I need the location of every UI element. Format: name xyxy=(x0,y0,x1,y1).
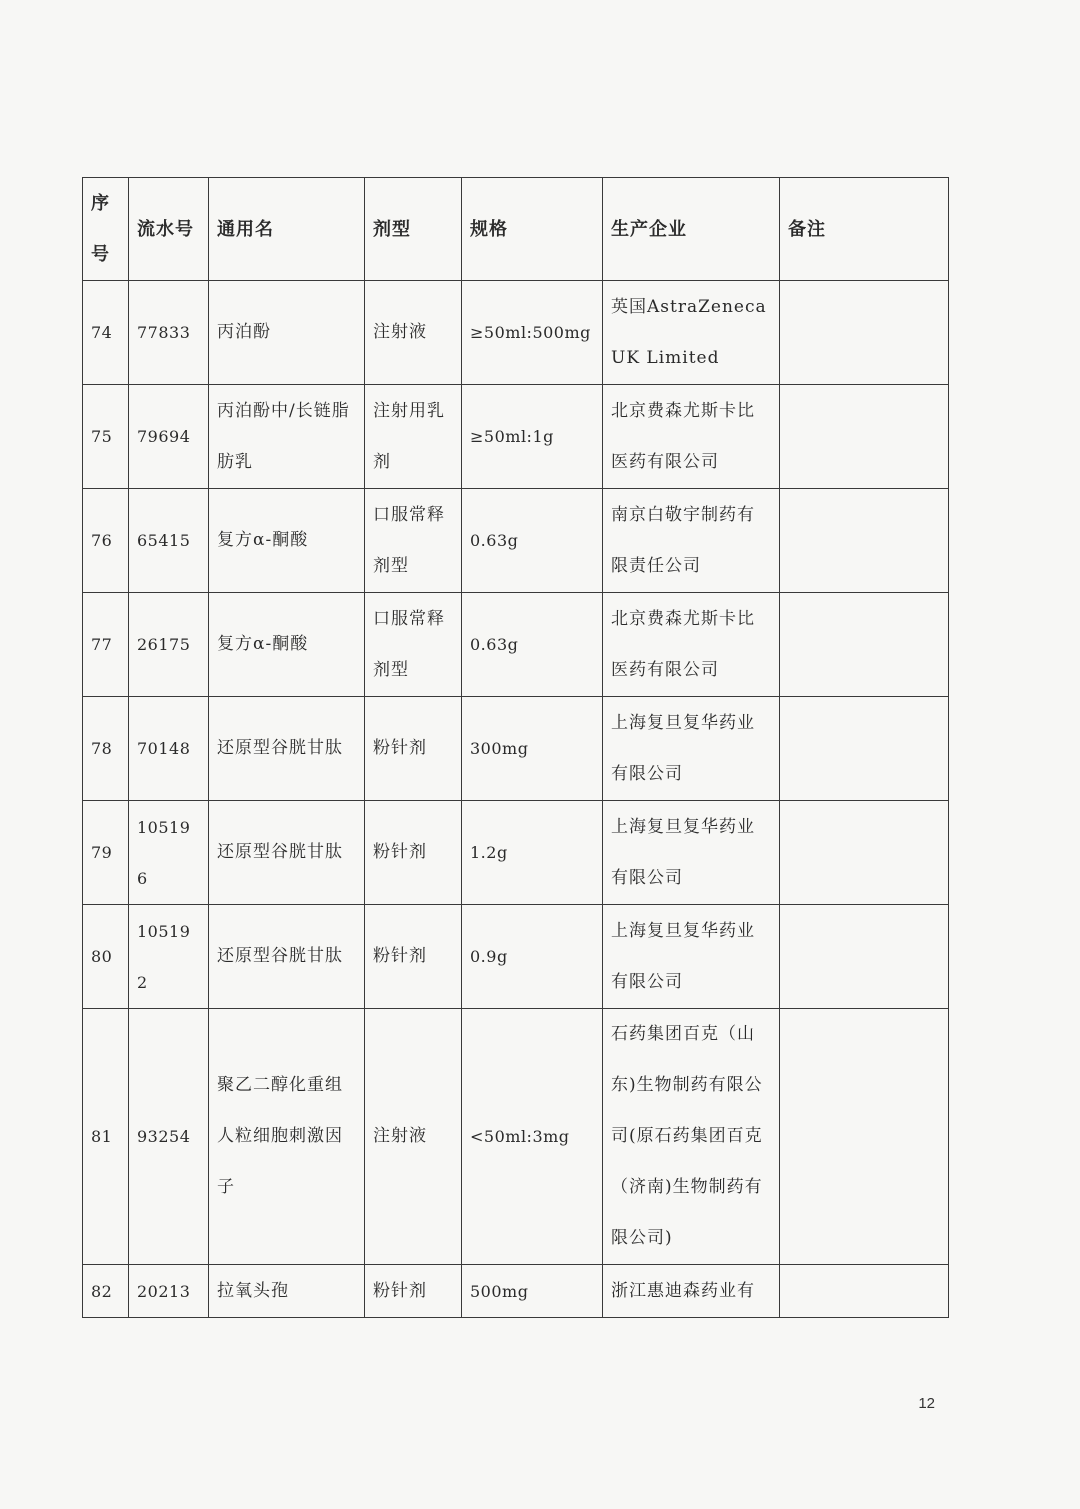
cell-seq: 79 xyxy=(83,801,129,905)
cell-dosage-form: 粉针剂 xyxy=(365,905,462,1009)
cell-seq: 81 xyxy=(83,1009,129,1265)
cell-seq: 74 xyxy=(83,281,129,385)
cell-remarks xyxy=(780,489,949,593)
cell-manufacturer: 英国AstraZeneca UK Limited xyxy=(603,281,780,385)
cell-dosage-form: 粉针剂 xyxy=(365,697,462,801)
cell-spec: 0.63g xyxy=(462,593,603,697)
cell-seq: 78 xyxy=(83,697,129,801)
cell-dosage-form: 注射液 xyxy=(365,1009,462,1265)
cell-remarks xyxy=(780,1265,949,1318)
header-dosage-form: 剂型 xyxy=(365,178,462,281)
cell-remarks xyxy=(780,801,949,905)
header-serial: 流水号 xyxy=(129,178,209,281)
cell-spec: 500mg xyxy=(462,1265,603,1318)
cell-serial: 105196 xyxy=(129,801,209,905)
cell-dosage-form: 粉针剂 xyxy=(365,801,462,905)
header-seq: 序号 xyxy=(83,178,129,281)
cell-seq: 80 xyxy=(83,905,129,1009)
cell-manufacturer: 北京费森尤斯卡比医药有限公司 xyxy=(603,385,780,489)
page-number: 12 xyxy=(918,1395,935,1412)
cell-serial: 79694 xyxy=(129,385,209,489)
table-row xyxy=(83,697,949,801)
header-spec: 规格 xyxy=(462,178,603,281)
cell-generic-name: 还原型谷胱甘肽 xyxy=(209,697,365,801)
cell-dosage-form: 口服常释剂型 xyxy=(365,489,462,593)
table-row xyxy=(83,1265,949,1318)
header-manufacturer: 生产企业 xyxy=(603,178,780,281)
table-row xyxy=(83,593,949,697)
cell-manufacturer: 上海复旦复华药业有限公司 xyxy=(603,697,780,801)
cell-spec: 0.9g xyxy=(462,905,603,1009)
cell-serial: 20213 xyxy=(129,1265,209,1318)
cell-spec: 1.2g xyxy=(462,801,603,905)
cell-manufacturer: 北京费森尤斯卡比医药有限公司 xyxy=(603,593,780,697)
cell-generic-name: 复方α-酮酸 xyxy=(209,489,365,593)
cell-seq: 82 xyxy=(83,1265,129,1318)
cell-seq: 76 xyxy=(83,489,129,593)
cell-manufacturer: 石药集团百克（山东)生物制药有限公司(原石药集团百克（济南)生物制药有限公司) xyxy=(603,1009,780,1265)
cell-spec: 300mg xyxy=(462,697,603,801)
header-row xyxy=(83,178,949,281)
cell-manufacturer: 上海复旦复华药业有限公司 xyxy=(603,905,780,1009)
cell-remarks xyxy=(780,697,949,801)
cell-dosage-form: 粉针剂 xyxy=(365,1265,462,1318)
table-row xyxy=(83,385,949,489)
cell-seq: 75 xyxy=(83,385,129,489)
cell-generic-name: 丙泊酚 xyxy=(209,281,365,385)
cell-spec: <50ml:3mg xyxy=(462,1009,603,1265)
cell-serial: 70148 xyxy=(129,697,209,801)
cell-generic-name: 聚乙二醇化重组人粒细胞刺激因子 xyxy=(209,1009,365,1265)
cell-remarks xyxy=(780,1009,949,1265)
table-row xyxy=(83,489,949,593)
table-row xyxy=(83,1009,949,1265)
cell-serial: 26175 xyxy=(129,593,209,697)
cell-generic-name: 还原型谷胱甘肽 xyxy=(209,905,365,1009)
cell-serial: 93254 xyxy=(129,1009,209,1265)
cell-generic-name: 拉氧头孢 xyxy=(209,1265,365,1318)
cell-dosage-form: 注射用乳剂 xyxy=(365,385,462,489)
cell-generic-name: 还原型谷胱甘肽 xyxy=(209,801,365,905)
cell-remarks xyxy=(780,281,949,385)
table-row xyxy=(83,281,949,385)
cell-dosage-form: 口服常释剂型 xyxy=(365,593,462,697)
cell-spec: ≥50ml:500mg xyxy=(462,281,603,385)
cell-generic-name: 复方α-酮酸 xyxy=(209,593,365,697)
drug-list-table xyxy=(82,177,949,1318)
cell-spec: 0.63g xyxy=(462,489,603,593)
cell-serial: 65415 xyxy=(129,489,209,593)
cell-remarks xyxy=(780,593,949,697)
cell-remarks xyxy=(780,905,949,1009)
cell-seq: 77 xyxy=(83,593,129,697)
cell-spec: ≥50ml:1g xyxy=(462,385,603,489)
cell-serial: 77833 xyxy=(129,281,209,385)
table-row xyxy=(83,801,949,905)
cell-manufacturer: 上海复旦复华药业有限公司 xyxy=(603,801,780,905)
cell-manufacturer: 浙江惠迪森药业有 xyxy=(603,1265,780,1318)
cell-generic-name: 丙泊酚中/长链脂肪乳 xyxy=(209,385,365,489)
table-row xyxy=(83,905,949,1009)
header-remarks: 备注 xyxy=(780,178,949,281)
cell-remarks xyxy=(780,385,949,489)
cell-dosage-form: 注射液 xyxy=(365,281,462,385)
cell-manufacturer: 南京白敬宇制药有限责任公司 xyxy=(603,489,780,593)
header-generic-name: 通用名 xyxy=(209,178,365,281)
cell-serial: 105192 xyxy=(129,905,209,1009)
